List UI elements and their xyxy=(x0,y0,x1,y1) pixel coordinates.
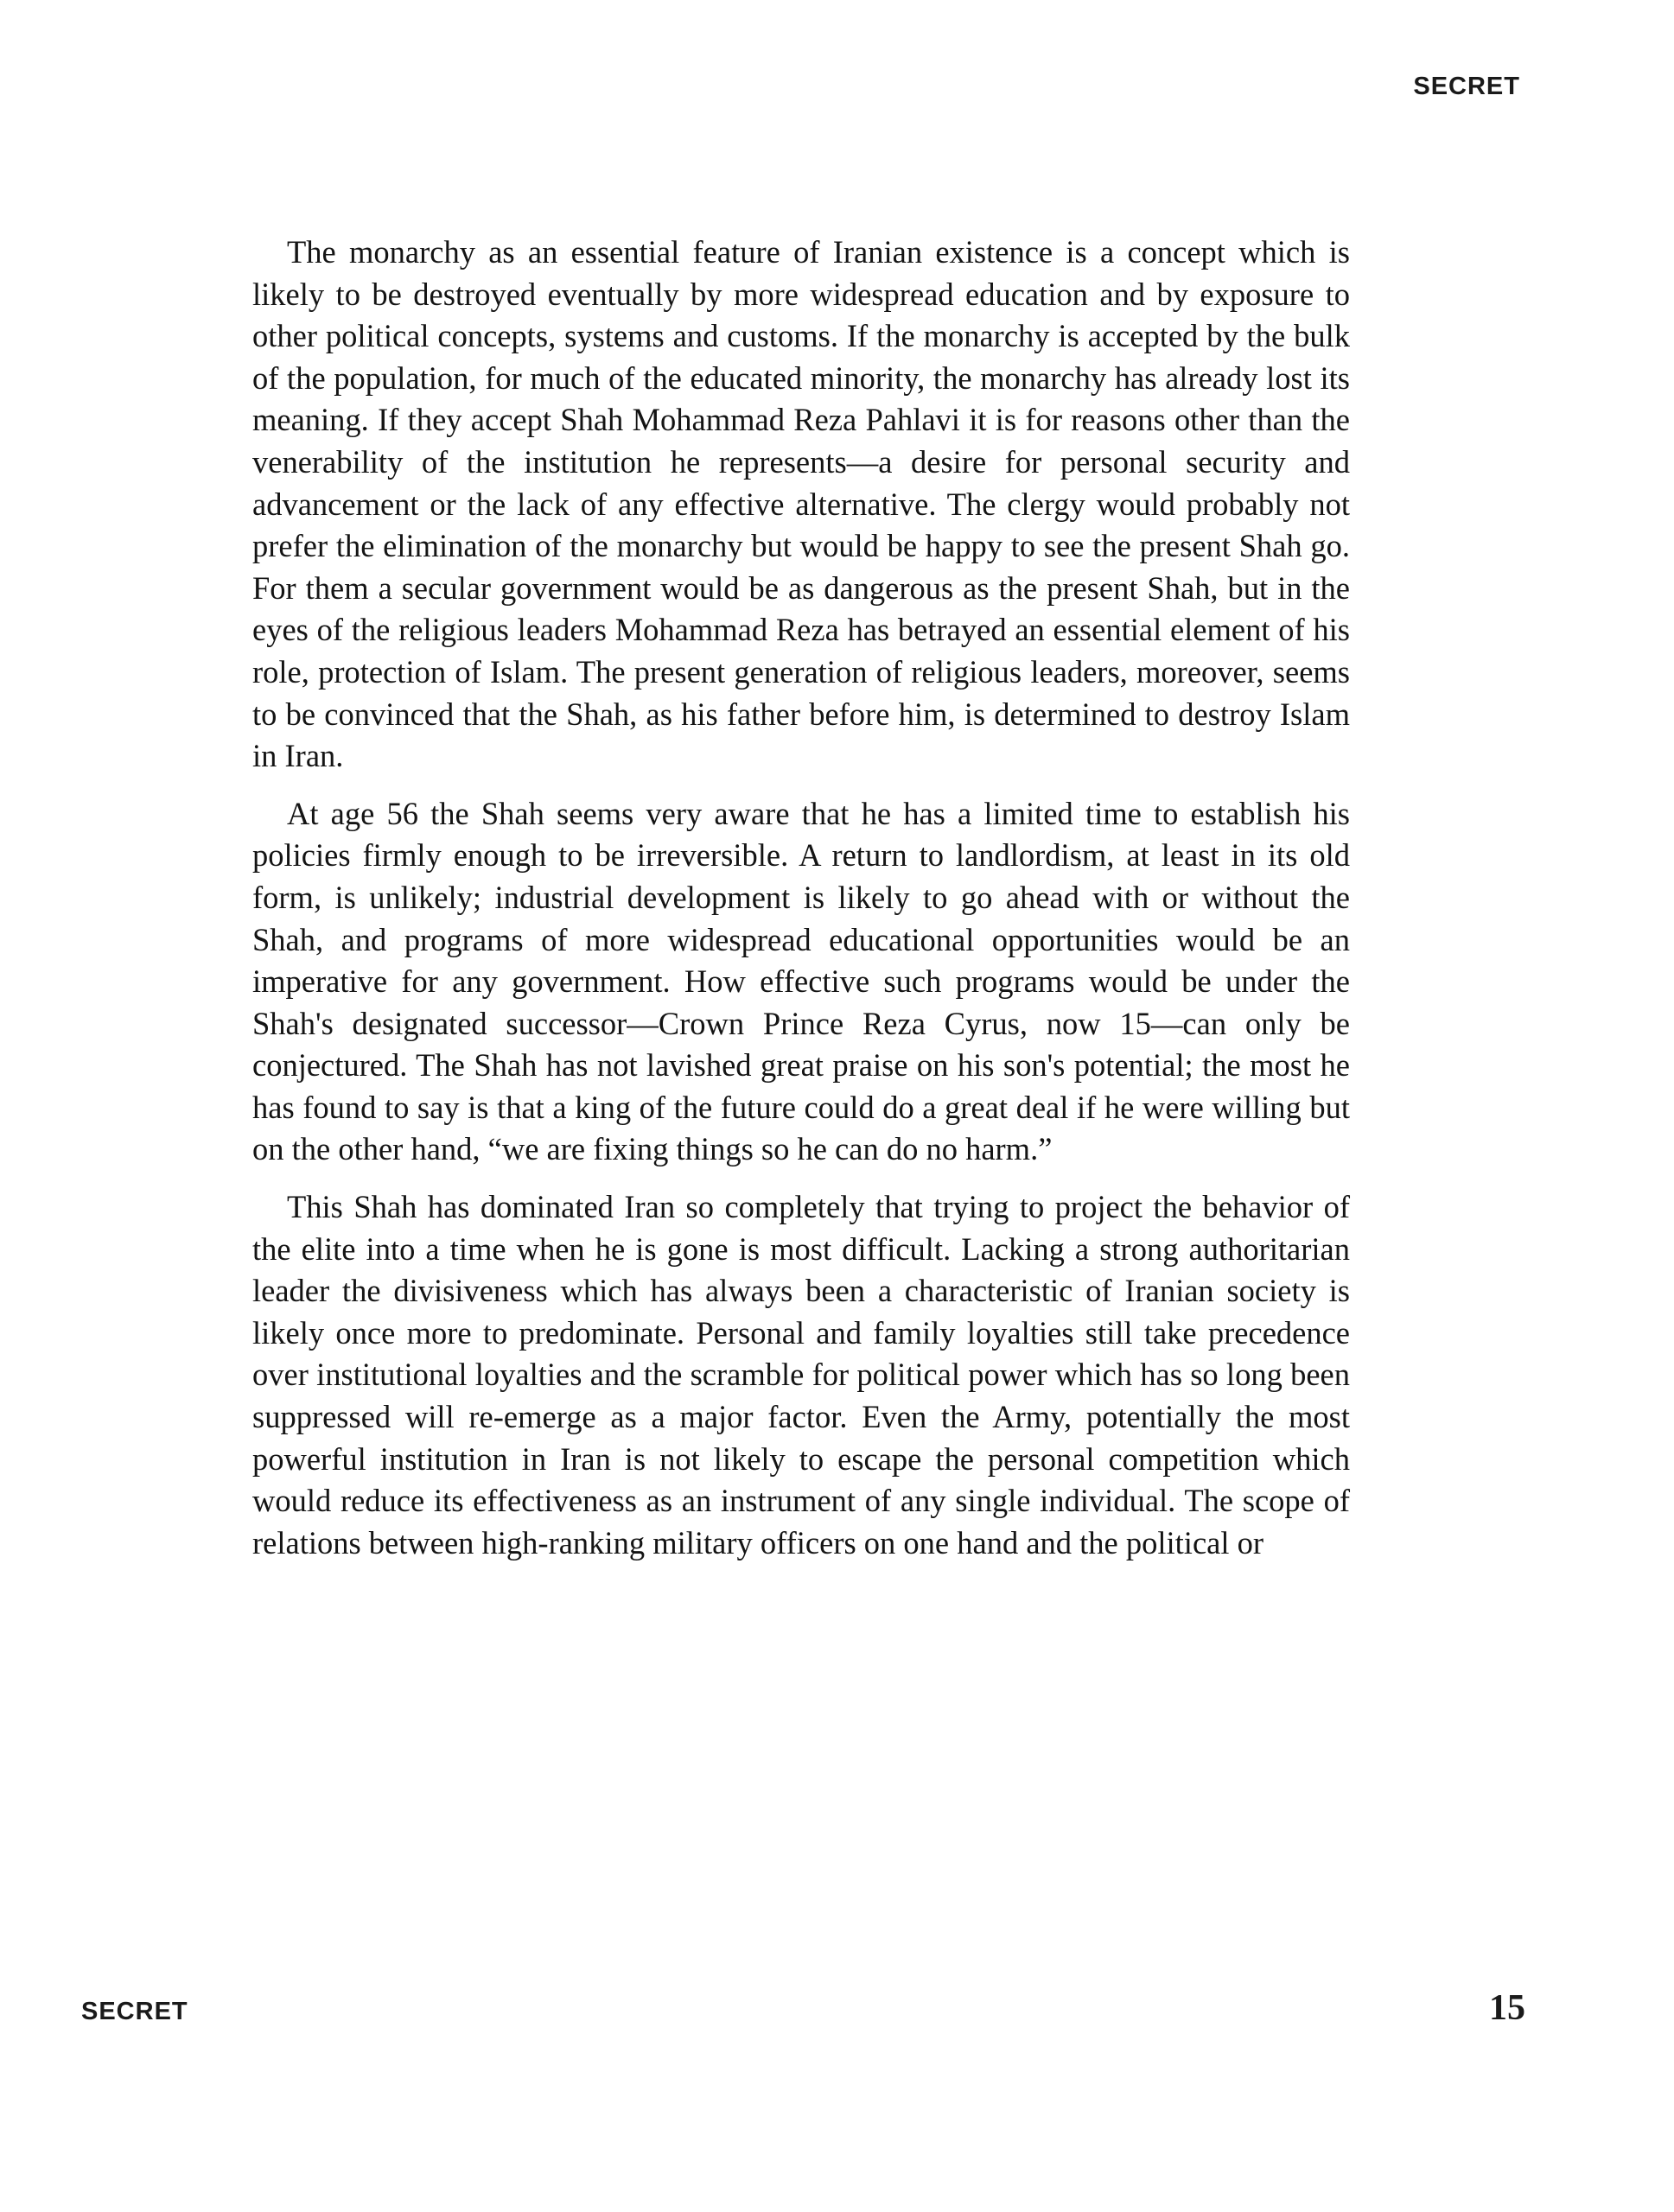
paragraph-monarchy: The monarchy as an essential feature of Iranian existence is a concept which is likely to be destroyed eventually by more widespread education and by exposure to other political concepts, systems and customs. If the monarchy is accepted by the bulk of the population, for much of the educated minority, the monarchy has already lost its meaning. If they accept Shah Mohammad Reza Pahlavi it is for reasons other than the venerability of the institution he represents—a desire for personal security and advancement or the lack of any effective alternative. The clergy would probably not prefer the elimination of the monarchy but would be happy to see the present Shah go. For them a secular government would be as dangerous as the present Shah, but in the eyes of the religious leaders Mohammad Reza has betrayed an essential element of his role, protection of Islam. The present generation of religious leaders, moreover, seems to be convinced that the Shah, as his father before him, is determined to destroy Islam in Iran. xyxy=(252,234,1350,774)
paragraph-shah-age: At age 56 the Shah seems very aware that he has a limited time to establish his policies firmly enough to be irreversible. A return to landlordism, at least in its old form, is unlikely; industrial development is likely to go ahead with or without the Shah, and programs of more widespread educational opportunities would be an imperative for any government. How effective such programs would be under the Shah's designated successor—Crown Prince Reza Cyrus, now 15—can only be conjectured. The Shah has not lavished great praise on his son's potential; the most he has found to say is that a king of the future could do a great deal if he were willing but on the other hand, “we are fixing things so he can do no harm.” xyxy=(252,795,1350,1167)
footer-classification-marking: SECRET xyxy=(81,1998,188,2025)
page-number: 15 xyxy=(1489,1988,1525,2028)
paragraph-shah-dominance: This Shah has dominated Iran so completely that trying to project the behavior of the elite into a time when he is gone is most difficult. Lacking a strong authoritarian leader the divisiveness which has always been a characteristic of Iranian society is likely once more to predominate. Personal and family loyalties still take precedence over institutional loyalties and the scramble for political power which has so long been suppressed will re-emerge as a major factor. Even the Army, potentially the most powerful institution in Iran is not likely to escape the personal competition which would reduce its effectiveness as an instrument of any single individual. The scope of relations between high-ranking military officers on one hand and the political or xyxy=(252,1189,1350,1560)
document-body xyxy=(252,232,1350,1580)
header-classification-marking: SECRET xyxy=(1413,73,1520,100)
